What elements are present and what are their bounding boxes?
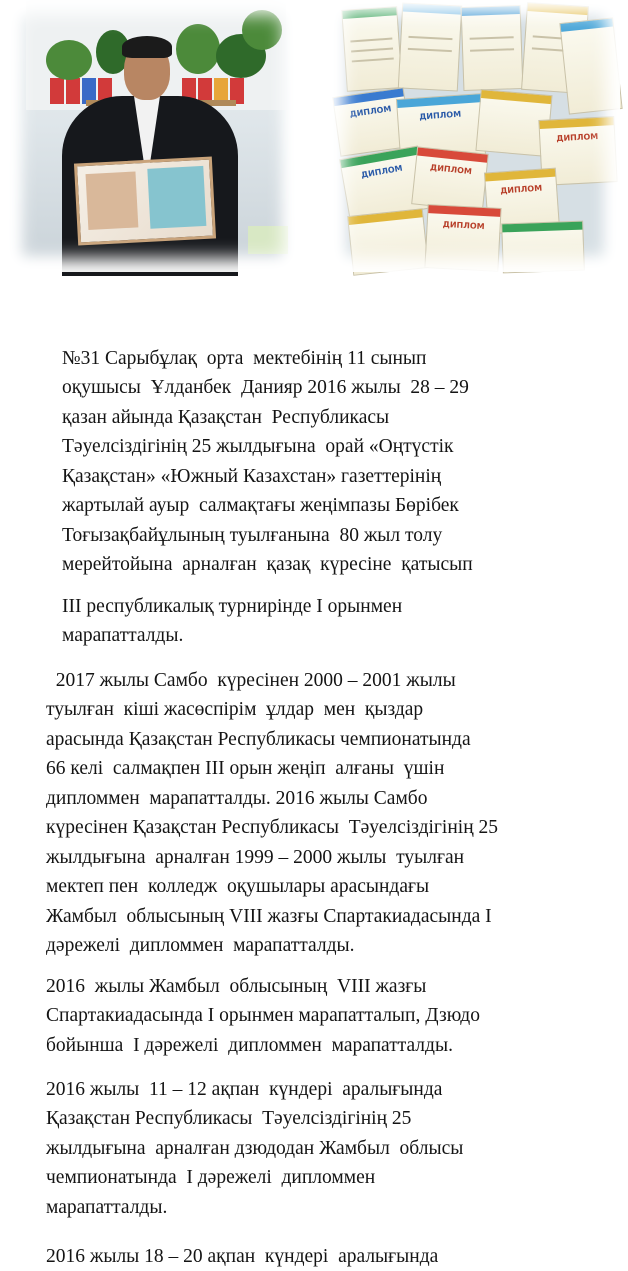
diploma-card: ДИПЛОМ (332, 87, 412, 156)
diploma-card (347, 208, 429, 276)
paragraph-4: 2016 жылы Жамбыл облысының VІІІ жазғы Спартакиадасында І орынмен марапатталып, Дзюдо бойынша І дәрежелі дипломмен марапатталды. (46, 975, 480, 1056)
paragraph-1: №31 Сарыбұлақ орта мектебінің 11 сынып оқушысы Ұлданбек Данияр 2016 жылы 28 – 29 қазан айында Қазақстан Республикасы Тәуелсіздігінің 25 жылдығына орай «Оңтүстік Қазақстан» «Южный Казахстан» газеттерінің жартылай ауыр салмақтағы жеңімпазы Бөрібек Тоғызақбайұлының туылғанына 80 жыл толу мерейтойына арналған қазақ күресіне қатысып (62, 347, 473, 575)
diploma-card: ДИПЛОМ (339, 146, 429, 223)
diploma-page (86, 171, 139, 230)
plant (242, 10, 282, 50)
binder (50, 78, 64, 104)
held-diploma (74, 156, 216, 245)
diploma-card: ДИПЛОМ (424, 204, 501, 272)
paragraph-5: 2016 жылы 11 – 12 ақпан күндері аралығында Қазақстан Республикасы Тәуелсіздігінің 25 жылдығына арналған дзюдодан Жамбыл облысы чемпионатында І дәрежелі дипломмен марапатталды. (46, 1078, 464, 1218)
plant (46, 40, 92, 80)
diploma-card (461, 5, 524, 91)
binder (66, 78, 80, 104)
diploma-card (501, 221, 585, 274)
paragraph-3: 2017 жылы Самбо күресінен 2000 – 2001 жылы туылған кіші жасөспірім ұлдар мен қыздар арасында Қазақстан Республикасы чемпионатында 66 келі салмақпен ІІІ орын жеңіп алғаны үшін дипломмен марапатталды. 2016 жылы Самбо күресінен Қазақстан Республикасы Тәуелсіздігінің 25 жылдығына арналған 1999 – 2000 жылы туылған мектеп пен колледж оқушылары арасындағы Жамбыл облысының VІІІ жазғы Спартакиадасында І дәрежелі дипломмен марапатталды. (46, 669, 499, 956)
person-hair (122, 36, 172, 58)
diploma-card (341, 6, 403, 92)
diploma-card (559, 17, 622, 114)
plant (176, 24, 220, 74)
diploma-card: ДИПЛОМ (484, 168, 560, 235)
diploma-card: ДИПЛОМ (396, 93, 486, 161)
diploma-card: ДИПЛОМ (411, 146, 489, 211)
diplomas-photo (330, 0, 620, 272)
diploma-card: ДИПЛОМ (538, 116, 617, 186)
diploma-page (147, 166, 206, 229)
desk-item (248, 226, 288, 254)
paragraph-2: ІІІ республикалық турнирінде І орынмен марапатталды. (62, 595, 403, 646)
diploma-card (398, 2, 462, 91)
paragraph-6: 2016 жылы 18 – 20 ақпан күндері аралығында (46, 1245, 439, 1267)
paragraph-6-clip (0, 1200, 628, 1267)
student-photo (6, 0, 298, 272)
